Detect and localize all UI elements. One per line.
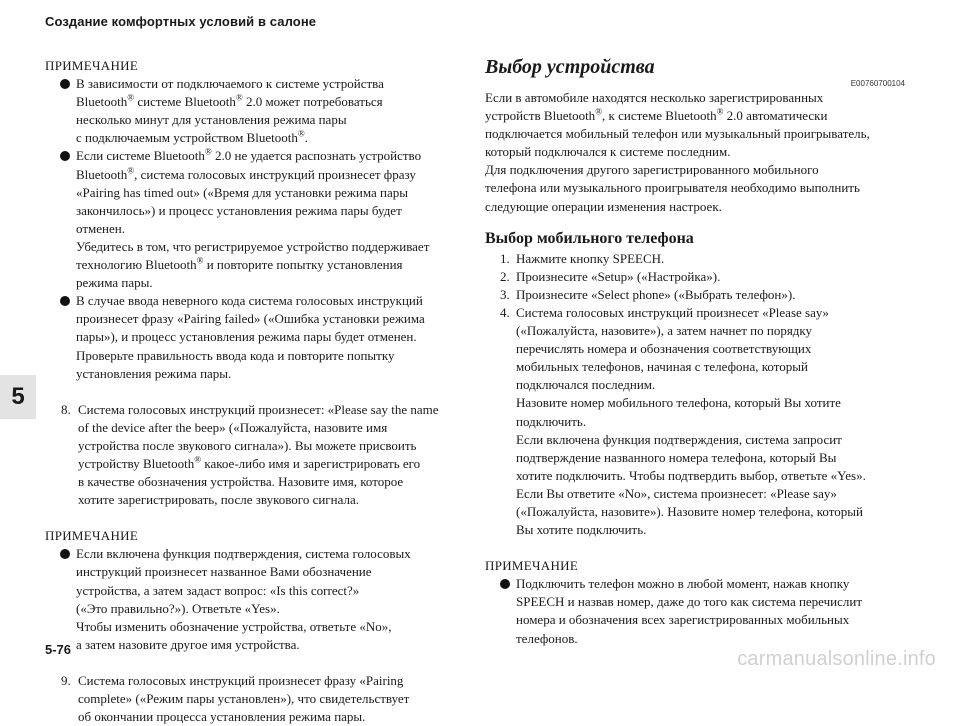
left-column [45, 57, 465, 726]
step-line: Система голосовых инструкций произнесет «Please say» [516, 304, 829, 320]
bullet-line: инструкций произнесет названное Вами обозначение [76, 564, 372, 580]
chapter-tab: 5 [0, 375, 36, 419]
note-bullets [45, 545, 465, 654]
bullet-line: Убедитесь в том, что регистрируемое устройство поддерживает [76, 238, 430, 254]
bullet-line: с подключаемым устройством Bluetooth®. [76, 129, 308, 146]
running-header: Создание комфортных условий в салоне [45, 14, 317, 29]
text-line: Система голосовых инструкций произнесет фразу «Pairing [78, 672, 404, 688]
bullet-line: отменен. [76, 220, 125, 236]
bullet-line: произнесет фразу «Pairing failed» («Ошибка установки режима [76, 311, 425, 327]
text-line: телефона или музыкального проигрывателя необходимо выполнить [485, 180, 860, 196]
step-line: перечислять номера и обозначения соответствующих [516, 341, 812, 357]
step-text [78, 401, 465, 510]
bullet-line: Bluetooth®, система голосовых инструкций произнесет фразу [76, 165, 416, 182]
step-number: 9. [61, 672, 71, 688]
step-number: 2. [500, 268, 510, 284]
step-line: Произнесите «Select phone» («Выбрать телефон»). [516, 286, 796, 302]
step-item [485, 268, 905, 286]
bullet-line: установления режима пары. [76, 365, 232, 381]
note-heading: ПРИМЕЧАНИЕ [45, 58, 139, 73]
step-number: 8. [61, 401, 71, 417]
step-line: хотите подключить. Чтобы подтвердить выбор, ответьте «Yes». [516, 467, 866, 483]
bullet-line: телефонов. [516, 630, 578, 646]
page-number: 5-76 [45, 642, 72, 657]
note-bullets [485, 575, 905, 647]
bullet-line: Проверьте правильность ввода кода и повторите попытку [76, 347, 395, 363]
bullet-line: Подключить телефон можно в любой момент, нажав кнопку [516, 576, 850, 592]
step-line: Назовите номер мобильного телефона, который Вы хотите [516, 395, 841, 411]
step-line: Вы хотите подключить. [516, 522, 647, 538]
bullet-item [45, 292, 465, 382]
bullet-line: Если включена функция подтверждения, система голосовых [76, 546, 411, 562]
bullet-dot-icon [60, 296, 70, 306]
bullet-dot-icon [60, 79, 70, 89]
step-line: Произнесите «Setup» («Настройка»). [516, 268, 721, 284]
step-item [485, 286, 905, 304]
section-title: Выбор устройства [485, 56, 655, 78]
bullet-line: технологию Bluetooth® и повторите попытку установления [76, 255, 403, 273]
step-line: Нажмите кнопку SPEECH. [516, 250, 665, 266]
text-line: устройства после звукового сигнала»). Вы можете присвоить [78, 437, 417, 453]
bullet-item [45, 147, 465, 292]
section-code: E00760700104 [850, 79, 905, 88]
step-line: («Пожалуйста, назовите»). Назовите номер телефона, который [516, 503, 863, 519]
text-line: устройству Bluetooth® какое-либо имя и зарегистрировать его [78, 454, 421, 471]
text-line: of the device after the beep» («Пожалуйста, назовите имя [78, 419, 388, 435]
step-item [485, 250, 905, 268]
text-line: Система голосовых инструкций произнесет: «Please say the name [78, 401, 439, 417]
step-number: 4. [500, 304, 510, 320]
text-line: хотите зарегистрировать, после звукового сигнала. [78, 492, 359, 508]
text-line: следующие операции изменения настроек. [485, 198, 722, 214]
bullet-item [45, 545, 465, 654]
bullet-line: а затем назовите другое имя устройства. [76, 636, 300, 652]
subsection-title: Выбор мобильного телефона [485, 229, 694, 247]
step-line: подключался последним. [516, 377, 656, 393]
note-heading: ПРИМЕЧАНИЕ [45, 528, 139, 544]
note-heading: ПРИМЕЧАНИЕ [485, 558, 579, 574]
text-line: который подключался к системе последним. [485, 144, 731, 160]
bullet-line: Чтобы изменить обозначение устройства, ответьте «No», [76, 618, 392, 634]
intro-paragraph [485, 89, 905, 216]
bullet-item [485, 575, 905, 647]
note-bullets [45, 75, 465, 383]
bullet-line: («Это правильно?»). Ответьте «Yes». [76, 600, 280, 616]
step-9 [45, 672, 465, 726]
text-line: подключается мобильный телефон или музыкальный проигрыватель, [485, 126, 870, 142]
bullet-line: номера и обозначения всех зарегистрированных мобильных [516, 612, 850, 628]
bullet-line: Если системе Bluetooth® 2.0 не удается распознать устройство [76, 147, 422, 164]
bullet-line: В зависимости от подключаемого к системе устройства [76, 76, 384, 92]
watermark: carmanualsonline.info [737, 648, 936, 670]
text-line: complete» («Режим пары установлен»), что свидетельствует [78, 691, 410, 706]
bullet-line: пары»), и процесс установления режима пары будет отменен. [76, 329, 417, 345]
step-line: («Пожалуйста, назовите»), а затем начнет по порядку [516, 323, 813, 339]
text-line: об окончании процесса установления режима пары. [78, 709, 366, 725]
bullet-line: несколько минут для установления режима пары [76, 112, 347, 128]
bullet-line: закончилось») и процесс установления режима пары будет [76, 202, 402, 218]
bullet-line: В случае ввода неверного кода система голосовых инструкций [76, 293, 423, 309]
step-line: Если включена функция подтверждения, система запросит [516, 431, 842, 447]
text-line: Если в автомобиле находятся несколько зарегистрированных [485, 90, 824, 105]
step-line: мобильных телефонов, начиная с телефона, который [516, 359, 808, 375]
step-line: подтверждение названного номера телефона, который Вы [516, 449, 837, 465]
step-item [485, 304, 905, 539]
step-line: Если Вы ответите «No», система произнесет: «Please say» [516, 485, 837, 501]
step-line: подключить. [516, 413, 587, 429]
step-8 [45, 401, 465, 510]
bullet-line: Bluetooth® системе Bluetooth® 2.0 может потребоваться [76, 92, 383, 110]
text-line: Для подключения другого зарегистрированного мобильного [485, 162, 819, 178]
bullet-dot-icon [60, 151, 70, 161]
bullet-line: «Pairing has timed out» («Время для установки режима пары [76, 184, 408, 200]
text-line: устройств Bluetooth®, к системе Bluetooth® 2.0 автоматически [485, 106, 828, 124]
right-column [485, 57, 905, 648]
step-number: 3. [500, 286, 510, 302]
step-number: 1. [500, 250, 510, 266]
bullet-line: SPEECH и назвав номер, даже до того как система перечислит [516, 594, 863, 610]
bullet-dot-icon [500, 579, 510, 589]
steps-list [485, 250, 905, 540]
bullet-dot-icon [60, 549, 70, 559]
text-line: в качестве обозначения устройства. Назовите имя, которое [78, 474, 404, 490]
step-text [78, 672, 465, 726]
bullet-item [45, 75, 465, 147]
bullet-line: устройства, а затем задаст вопрос: «Is this correct?» [76, 582, 360, 598]
bullet-line: режима пары. [76, 275, 153, 291]
